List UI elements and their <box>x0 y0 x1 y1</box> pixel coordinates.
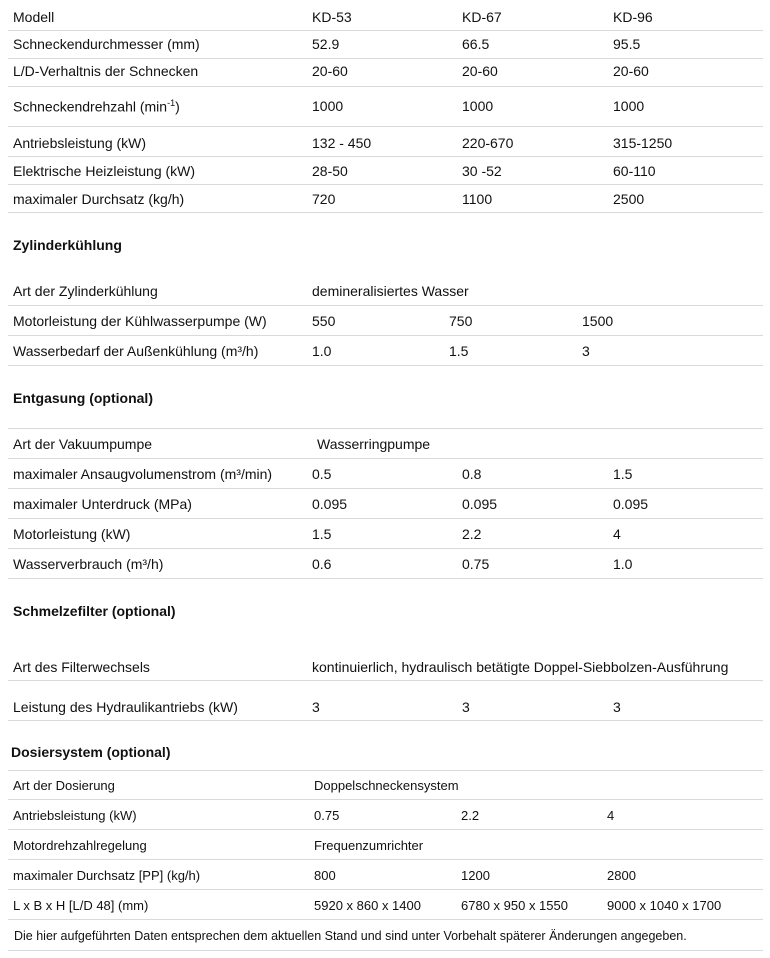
row-label-end: ) <box>175 98 180 115</box>
cell-value: 550 <box>312 313 336 329</box>
cell-value: 28-50 <box>312 163 348 179</box>
cell-value: 1.0 <box>613 556 633 572</box>
row-label: Antriebsleistung (kW) <box>13 808 137 823</box>
row-divider <box>8 799 763 800</box>
row-divider <box>8 720 763 721</box>
cell-value: 3 <box>312 699 320 715</box>
row-label: Schneckendrehzahl (min <box>13 98 168 115</box>
cell-value: 1100 <box>462 191 493 207</box>
row-label: Schneckendurchmesser (mm) <box>13 36 200 52</box>
cell-value: 5920 x 860 x 1400 <box>314 898 421 913</box>
row-label: Elektrische Heizleistung (kW) <box>13 163 196 179</box>
cell-value: 3 <box>582 343 590 359</box>
cell-value: Frequenzumrichter <box>314 838 424 853</box>
row-label: Leistung des Hydraulikantriebs (kW) <box>13 699 238 715</box>
cell-value: 20-60 <box>613 63 649 79</box>
section-heading: Schmelzefilter (optional) <box>13 603 176 619</box>
cell-value: KD-67 <box>462 9 502 25</box>
row-divider <box>8 58 763 59</box>
row-divider <box>8 488 763 489</box>
row-label: Art der Dosierung <box>13 778 115 793</box>
cell-value: 95.5 <box>613 36 641 52</box>
cell-value: 4 <box>607 808 615 823</box>
cell-value: 20-60 <box>462 63 498 79</box>
cell-value: 1.5 <box>613 466 633 482</box>
cell-value: KD-96 <box>613 9 653 25</box>
row-divider <box>8 428 763 429</box>
cell-value: 1200 <box>461 868 490 883</box>
row-label: Motorleistung (kW) <box>13 526 131 542</box>
row-divider <box>8 829 763 830</box>
row-label: Art der Zylinderkühlung <box>13 283 158 299</box>
row-label: Art des Filterwechsels <box>13 659 150 675</box>
cell-value: Wasserringpumpe <box>317 436 431 452</box>
row-divider <box>8 335 763 336</box>
row-divider <box>8 548 763 549</box>
row-label: Motordrehzahlregelung <box>13 838 147 853</box>
cell-value: 6780 x 950 x 1550 <box>461 898 568 913</box>
cell-value: 0.095 <box>462 496 498 512</box>
row-divider <box>8 86 763 87</box>
cell-value: 20-60 <box>312 63 348 79</box>
row-label: Motorleistung der Kühlwasserpumpe (W) <box>13 313 267 329</box>
row-label: Modell <box>13 9 55 25</box>
row-label: Art der Vakuumpumpe <box>13 436 153 452</box>
row-divider <box>8 680 763 681</box>
row-divider <box>8 184 763 185</box>
row-divider <box>8 212 763 213</box>
cell-value: 1000 <box>613 98 645 114</box>
cell-value: 800 <box>314 868 336 883</box>
section-heading: Dosiersystem (optional) <box>11 744 171 760</box>
cell-value: 1000 <box>462 98 494 114</box>
cell-value: 750 <box>449 313 473 329</box>
row-divider <box>8 518 763 519</box>
row-divider <box>8 859 763 860</box>
row-label: maximaler Ansaugvolumenstrom (m³/min) <box>13 466 273 482</box>
cell-value: 220-670 <box>462 135 514 151</box>
cell-value: 0.5 <box>312 466 332 482</box>
row-label: Wasserbedarf der Außenkühlung (m³/h) <box>13 343 259 359</box>
cell-value: 0.75 <box>462 556 490 572</box>
cell-value: 0.095 <box>312 496 348 512</box>
cell-value: 9000 x 1040 x 1700 <box>607 898 722 913</box>
row-label: maximaler Durchsatz (kg/h) <box>13 191 185 207</box>
cell-value: 3 <box>462 699 470 715</box>
cell-value: demineralisiertes Wasser <box>312 283 469 299</box>
cell-value: 2.2 <box>462 526 482 542</box>
footnote: Die hier aufgeführten Daten entsprechen dem aktuellen Stand und sind unter Vorbehalt späterer Änderungen angegeben. <box>14 929 687 943</box>
cell-value: KD-53 <box>312 9 352 25</box>
row-label: L/D-Verhaltnis der Schnecken <box>13 63 199 79</box>
cell-value: 0.75 <box>314 808 340 823</box>
cell-value: 720 <box>312 191 336 207</box>
cell-value: Doppelschneckensystem <box>314 778 459 793</box>
cell-value: 66.5 <box>462 36 490 52</box>
row-divider <box>8 950 763 951</box>
row-divider <box>8 156 763 157</box>
cell-value: 1.0 <box>312 343 332 359</box>
cell-value: 3 <box>613 699 621 715</box>
row-divider <box>8 889 763 890</box>
cell-value: 30 -52 <box>462 163 502 179</box>
section-heading: Entgasung (optional) <box>13 390 153 406</box>
cell-value: 0.8 <box>462 466 482 482</box>
row-divider <box>8 305 763 306</box>
row-divider <box>8 126 763 127</box>
row-divider <box>8 919 763 920</box>
row-label: Wasserverbrauch (m³/h) <box>13 556 164 572</box>
row-label: maximaler Unterdruck (MPa) <box>13 496 192 512</box>
row-divider <box>8 458 763 459</box>
row-label: maximaler Durchsatz [PP] (kg/h) <box>13 868 201 883</box>
cell-value: 0.095 <box>613 496 649 512</box>
row-divider <box>8 30 763 31</box>
row-divider <box>8 578 763 579</box>
row-label: L x B x H [L/D 48] (mm) <box>13 898 149 913</box>
cell-value: 2800 <box>607 868 636 883</box>
cell-value: 2.2 <box>461 808 480 823</box>
unit-exponent: -1 <box>167 98 176 108</box>
cell-value: 132 - 450 <box>312 135 372 151</box>
cell-value: 1000 <box>312 98 344 114</box>
cell-value: 52.9 <box>312 36 340 52</box>
section-heading: Zylinderkühlung <box>13 237 122 253</box>
row-divider <box>8 770 763 771</box>
row-label-with-unit <box>13 95 180 115</box>
cell-value: 0.6 <box>312 556 332 572</box>
cell-value: 4 <box>613 526 621 542</box>
cell-value: kontinuierlich, hydraulisch betätigte Doppel-Siebbolzen-Ausführung <box>312 659 729 675</box>
row-label: Antriebsleistung (kW) <box>13 135 147 151</box>
cell-value: 2500 <box>613 191 645 207</box>
row-divider <box>8 365 763 366</box>
cell-value: 1500 <box>582 313 614 329</box>
cell-value: 315-1250 <box>613 135 673 151</box>
cell-value: 1.5 <box>312 526 332 542</box>
cell-value: 1.5 <box>449 343 469 359</box>
cell-value: 60-110 <box>613 163 656 179</box>
